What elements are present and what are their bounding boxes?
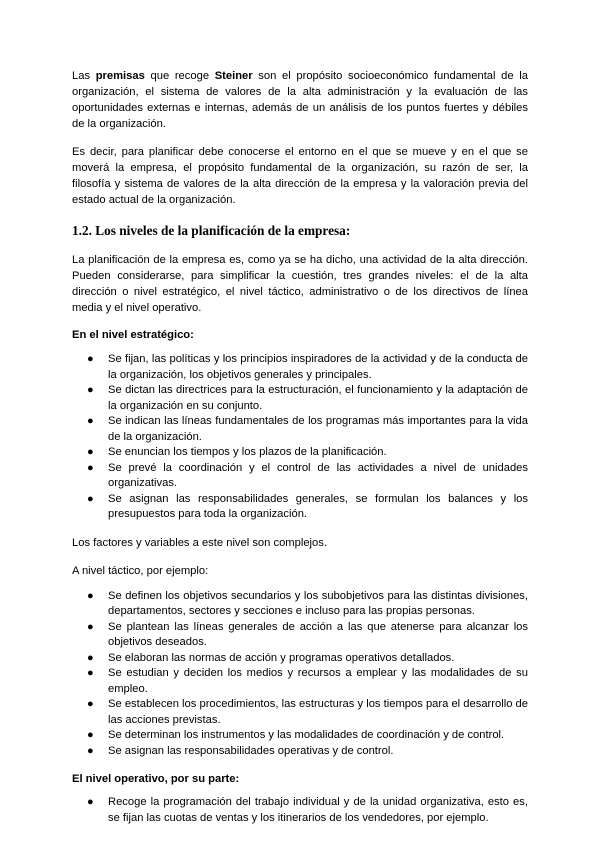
bullet-icon: ● — [87, 729, 94, 741]
bullet-icon: ● — [87, 667, 94, 679]
section-heading: 1.2. Los niveles de la planificación de la empresa: — [72, 223, 351, 238]
bold-premisas: premisas — [95, 70, 145, 82]
bullet-icon: ● — [87, 589, 94, 602]
estrategico-note: Los factores y variables a este nivel son complejos. — [72, 536, 327, 549]
bold-steiner: Steiner — [214, 70, 253, 82]
tactico-heading: A nivel táctico, por ejemplo: — [72, 564, 209, 577]
bullet-icon: ● — [87, 384, 94, 396]
list-item: ● Se asignan las responsabilidades operativas y de control. — [72, 744, 528, 760]
list-item: ● Se prevé la coordinación y el control de las actividades a nivel de unidades organizativas. — [87, 461, 528, 489]
list-item: ● Se estudian y deciden los medios y recursos a emplear y las modalidades de su empleo. — [87, 667, 528, 695]
bullet-icon: ● — [87, 461, 94, 474]
list-item: ● Se establecen los procedimientos, las estructuras y los tiempos para el desarrollo de las acciones previstas. — [87, 698, 528, 726]
bullet-icon: ● — [87, 415, 94, 427]
operativo-heading: El nivel operativo, por su parte: — [72, 773, 240, 785]
list-item: ● Se determinan los instrumentos y las modalidades de coordinación y de control. — [72, 728, 528, 744]
bullet-icon: ● — [87, 353, 94, 365]
list-item: ● Se enuncian los tiempos y los plazos de la planificación. — [72, 445, 528, 461]
list-item: ● Recoge la programación del trabajo individual y de la unidad organizativa, esto es, se fijan las cuotas de ventas y los itinerarios de los vendedores, por ejemplo. — [87, 796, 528, 824]
bullet-icon: ● — [87, 698, 94, 710]
estrategico-list — [72, 352, 528, 523]
list-item: ● Se indican las líneas fundamentales de los programas más importantes para la vida de la organización. — [87, 415, 528, 443]
bullet-icon: ● — [87, 446, 94, 458]
bullet-icon: ● — [87, 796, 94, 808]
bullet-icon: ● — [87, 651, 94, 664]
operativo-list — [72, 795, 528, 826]
bullet-icon: ● — [87, 620, 94, 633]
estrategico-heading: En el nivel estratégico: — [72, 329, 194, 341]
bullet-icon: ● — [87, 744, 94, 757]
paragraph-premisas: Las premisas que recoge Steiner son el propósito socioeconómico fundamental de la organización, el sistema de valores de la alta administración y la evaluación de las oportunidades externas e internas, además de un análisis de los puntos fuertes y débiles de la organización. — [72, 70, 528, 130]
list-item: ● Se dictan las directrices para la estructuración, el funcionamiento y la adaptación de la organización en su conjunto. — [87, 384, 528, 412]
list-item: ● Se elaboran las normas de acción y programas operativos detallados. — [72, 651, 528, 667]
bullet-icon: ● — [87, 492, 94, 505]
list-item: ● Se asignan las responsabilidades generales, se formulan los balances y los presupuestos para toda la organización. — [87, 492, 528, 520]
section-intro: La planificación de la empresa es, como ya se ha dicho, una actividad de la alta dirección. Pueden considerarse, para simplificar la cuestión, tres grandes niveles: el de la alta dirección o nivel estratégico, el nivel táctico, administrativo o de los directivos de línea media y el nivel operativo. — [72, 254, 528, 314]
list-item: ● Se definen los objetivos secundarios y los subobjetivos para las distintas divisiones, departamentos, sectores y secciones e incluso para las propias personas. — [87, 589, 528, 617]
tactico-list — [72, 589, 528, 760]
paragraph-es-decir: Es decir, para planificar debe conocerse el entorno en el que se mueve y en el que se moverá la empresa, el propósito fundamental de la organización, su razón de ser, la filosofía y sistema de valores de la alta dirección de la empresa y la valoración previa del estado actual de la organización. — [72, 146, 528, 206]
list-item: ● Se fijan, las políticas y los principios inspiradores de la actividad y de la conducta de la organización, los objetivos generales y principales. — [87, 353, 528, 381]
list-item: ● Se plantean las líneas generales de acción a las que atenerse para alcanzar los objetivos deseados. — [87, 620, 528, 648]
